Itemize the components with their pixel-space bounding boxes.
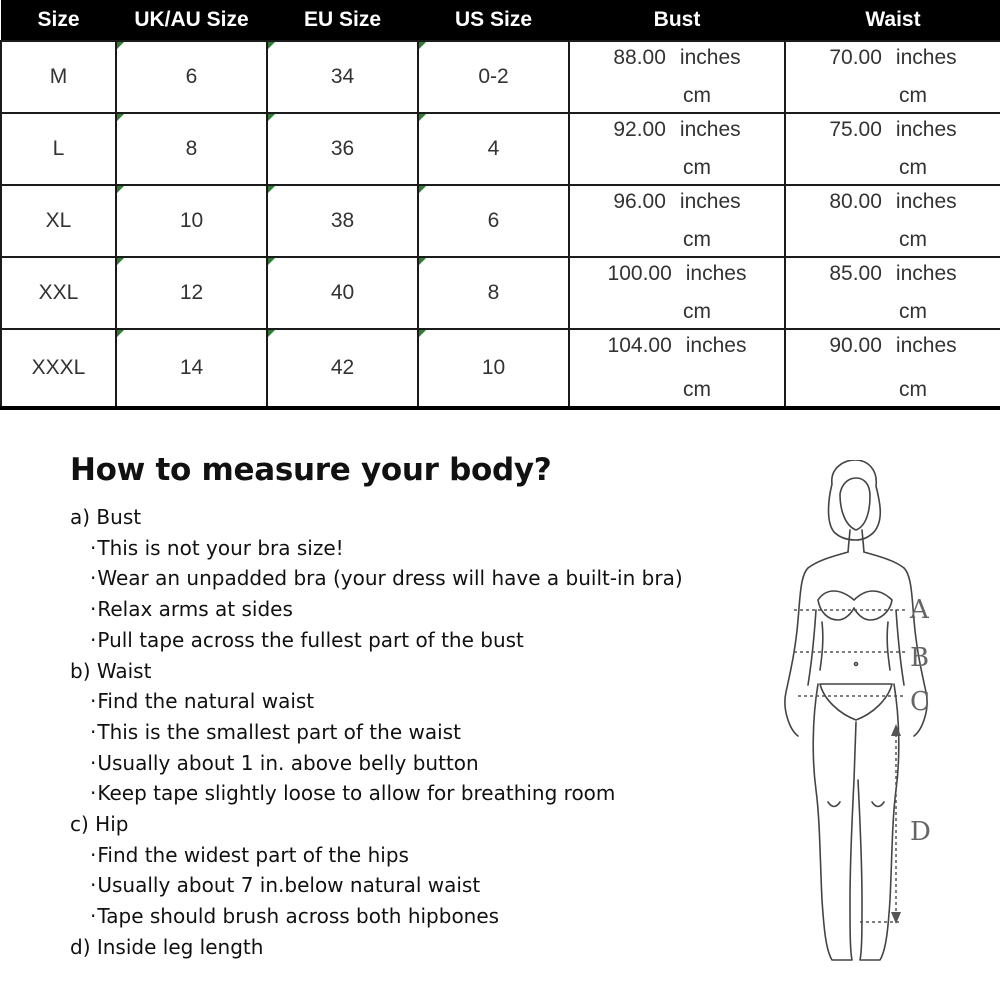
- waist-value: 70.00: [829, 46, 882, 69]
- guide-item-text: Tape should brush across both hipbones: [97, 904, 500, 929]
- cell-us: 8: [418, 257, 569, 329]
- guide-item-text: Wear an unpadded bra (your dress will have a built-in bra): [97, 566, 683, 591]
- cell-size: XL: [1, 185, 116, 257]
- guide-item: [70, 686, 770, 717]
- bullet-icon: ·: [90, 904, 97, 929]
- waist-unit-cm: cm: [899, 378, 927, 401]
- bullet-icon: ·: [90, 566, 97, 591]
- cell-waist: [785, 257, 1000, 329]
- header-waist: Waist: [785, 0, 1000, 41]
- label-d: D: [910, 817, 931, 847]
- size-row: [1, 257, 1000, 329]
- cell-eu: 38: [267, 185, 418, 257]
- waist-unit-cm: cm: [899, 156, 927, 179]
- header-uk-au-size: UK/AU Size: [116, 0, 267, 41]
- waist-unit-inches: inches: [895, 262, 957, 285]
- guide-item: [70, 901, 770, 932]
- guide-item: [70, 533, 770, 564]
- size-row: [1, 41, 1000, 113]
- cell-size: XXXL: [1, 329, 116, 408]
- bullet-icon: ·: [90, 873, 97, 898]
- guide-title: How to measure your body?: [70, 452, 552, 488]
- guide-item-text: Keep tape slightly loose to allow for breathing room: [97, 781, 616, 806]
- waist-unit-cm: cm: [899, 300, 927, 323]
- guide-item: [70, 717, 770, 748]
- guide-item-text: Relax arms at sides: [97, 597, 293, 622]
- cell-bust: [569, 257, 785, 329]
- bullet-icon: ·: [90, 627, 97, 652]
- guide-item-text: This is not your bra size!: [97, 535, 344, 560]
- waist-unit-cm: cm: [899, 228, 927, 251]
- bullet-icon: ·: [90, 719, 97, 744]
- guide-sections: [70, 502, 770, 963]
- bullet-icon: ·: [90, 689, 97, 714]
- bust-unit-inches: inches: [685, 334, 747, 357]
- body-measurement-figure: [770, 460, 970, 970]
- guide-item-text: Find the natural waist: [97, 689, 315, 714]
- header-size: Size: [1, 0, 116, 41]
- guide-item-text: Pull tape across the fullest part of the bust: [97, 627, 524, 652]
- bust-unit-cm: cm: [683, 84, 711, 107]
- cell-size: L: [1, 113, 116, 185]
- guide-item-text: Usually about 7 in.below natural waist: [97, 873, 481, 898]
- body-outline: [785, 460, 930, 960]
- bust-unit-inches: inches: [685, 262, 747, 285]
- size-row: [1, 329, 1000, 408]
- bust-value: 88.00: [613, 46, 666, 69]
- cell-us: 10: [418, 329, 569, 408]
- bullet-icon: ·: [90, 597, 97, 622]
- cell-eu: 42: [267, 329, 418, 408]
- cell-waist: [785, 185, 1000, 257]
- guide-item-text: Usually about 1 in. above belly button: [97, 750, 479, 775]
- guide-item-text: Find the widest part of the hips: [97, 842, 409, 867]
- cell-size: M: [1, 41, 116, 113]
- bullet-icon: ·: [90, 535, 97, 560]
- cell-bust: [569, 41, 785, 113]
- cell-bust: [569, 185, 785, 257]
- waist-value: 85.00: [829, 262, 882, 285]
- cell-uk-au: 6: [116, 41, 267, 113]
- waist-value: 75.00: [829, 118, 882, 141]
- label-b: B: [910, 643, 930, 673]
- waist-unit-inches: inches: [895, 334, 957, 357]
- label-a: A: [910, 595, 929, 625]
- arrow-up-icon: [891, 724, 901, 736]
- bust-unit-cm: cm: [683, 156, 711, 179]
- guide-section-heading: c) Hip: [70, 812, 129, 837]
- guide-item: [70, 625, 770, 656]
- waist-unit-inches: inches: [895, 190, 957, 213]
- bust-value: 104.00: [607, 334, 672, 357]
- cell-uk-au: 14: [116, 329, 267, 408]
- waist-unit-cm: cm: [899, 84, 927, 107]
- cell-eu: 36: [267, 113, 418, 185]
- cell-waist: [785, 113, 1000, 185]
- bullet-icon: ·: [90, 842, 97, 867]
- guide-item: [70, 840, 770, 871]
- bust-value: 92.00: [613, 118, 666, 141]
- guide-section-heading: b) Waist: [70, 658, 152, 683]
- cell-uk-au: 12: [116, 257, 267, 329]
- guide-section-heading: d) Inside leg length: [70, 934, 264, 959]
- cell-waist: [785, 329, 1000, 408]
- guide-item-text: This is the smallest part of the waist: [97, 719, 461, 744]
- waist-value: 90.00: [829, 334, 882, 357]
- measure-guide: [70, 452, 770, 963]
- cell-us: 0-2: [418, 41, 569, 113]
- body-outline-illustration: [770, 460, 970, 970]
- bust-unit-inches: inches: [679, 46, 741, 69]
- cell-uk-au: 10: [116, 185, 267, 257]
- waist-unit-inches: inches: [895, 46, 957, 69]
- bullet-icon: ·: [90, 781, 97, 806]
- guide-section-heading: a) Bust: [70, 505, 142, 529]
- measurement-labels: [909, 595, 931, 847]
- bust-unit-inches: inches: [679, 190, 741, 213]
- label-c: C: [910, 687, 930, 717]
- header-bust: Bust: [569, 0, 785, 41]
- size-row: [1, 185, 1000, 257]
- cell-eu: 34: [267, 41, 418, 113]
- guide-item: [70, 748, 770, 779]
- bust-value: 96.00: [613, 190, 666, 213]
- bullet-icon: ·: [90, 750, 97, 775]
- cell-us: 4: [418, 113, 569, 185]
- cell-size: XXL: [1, 257, 116, 329]
- size-chart-header-row: [1, 0, 1000, 41]
- bust-unit-inches: inches: [679, 118, 741, 141]
- cell-uk-au: 8: [116, 113, 267, 185]
- waist-value: 80.00: [829, 190, 882, 213]
- size-row: [1, 113, 1000, 185]
- guide-item: [70, 563, 770, 594]
- waist-unit-inches: inches: [895, 118, 957, 141]
- cell-eu: 40: [267, 257, 418, 329]
- cell-bust: [569, 329, 785, 408]
- bust-unit-cm: cm: [683, 300, 711, 323]
- header-us-size: US Size: [418, 0, 569, 41]
- cell-waist: [785, 41, 1000, 113]
- guide-item: [70, 778, 770, 809]
- bust-value: 100.00: [607, 262, 672, 285]
- header-eu-size: EU Size: [267, 0, 418, 41]
- guide-item: [70, 594, 770, 625]
- size-chart-table: [0, 0, 1000, 410]
- cell-us: 6: [418, 185, 569, 257]
- bust-unit-cm: cm: [683, 378, 711, 401]
- bust-unit-cm: cm: [683, 228, 711, 251]
- guide-item: [70, 870, 770, 901]
- cell-bust: [569, 113, 785, 185]
